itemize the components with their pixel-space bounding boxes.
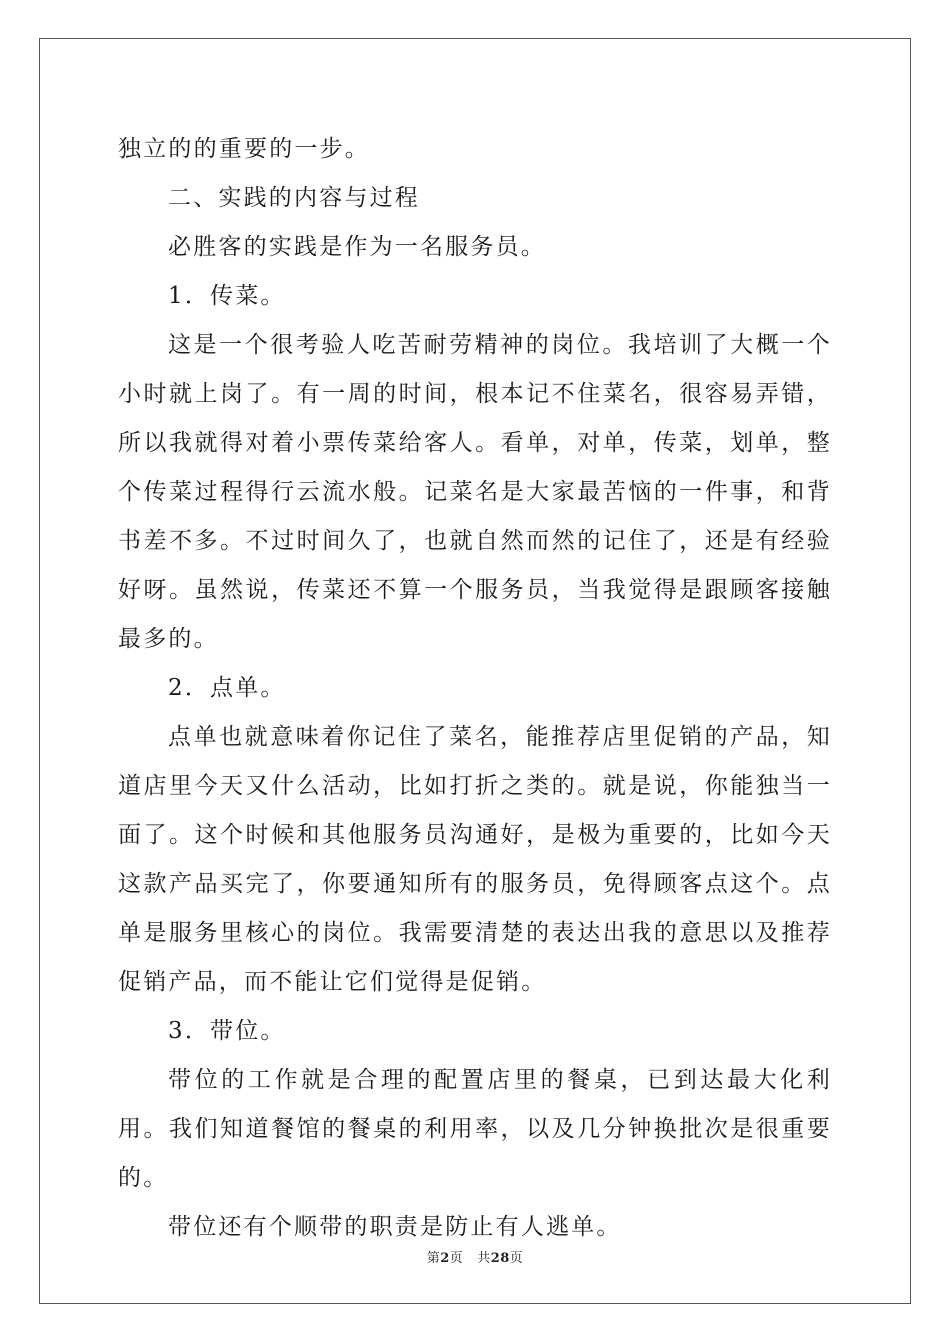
paragraph-10: 带位还有个顺带的职责是防止有人逃单。 bbox=[168, 1214, 622, 1240]
subheading-3: 3．带位。 bbox=[168, 1018, 286, 1044]
paragraph-7: 点单也就意味着你记住了菜名，能推荐店里促销的产品，知道店里今天又什么活动，比如打折之类的。就是说，你能独当一面了。这个时候和其他服务员沟通好，是极为重要的，比如今天这款产品买完了，你要通知所有的服务员，免得顾客点这个。点单是服务里核心的岗位。我需要清楚的表达出我的意思以及推荐促销产品，而不能让它们觉得是促销。 bbox=[118, 724, 832, 995]
paragraph-9: 带位的工作就是合理的配置店里的餐桌，已到达最大化利用。我们知道餐馆的餐桌的利用率，以及几分钟换批次是很重要的。 bbox=[118, 1067, 832, 1191]
subheading-1: 1．传菜。 bbox=[168, 283, 286, 309]
subheading-2: 2．点单。 bbox=[168, 675, 286, 701]
section-heading: 二、实践的内容与过程 bbox=[168, 185, 420, 211]
footer-page-unit: 页 bbox=[449, 1251, 464, 1266]
page-footer bbox=[0, 1247, 950, 1266]
current-page-number: 2 bbox=[440, 1251, 450, 1266]
total-page-count: 28 bbox=[490, 1251, 510, 1266]
paragraph-3: 必胜客的实践是作为一名服务员。 bbox=[168, 234, 546, 260]
footer-total-unit: 页 bbox=[509, 1251, 524, 1266]
footer-prefix: 第 bbox=[426, 1251, 441, 1266]
document-body bbox=[118, 125, 832, 1252]
paragraph-5: 这是一个很考验人吃苦耐劳精神的岗位。我培训了大概一个小时就上岗了。有一周的时间，根本记不住菜名，很容易弄错，所以我就得对着小票传菜给客人。看单，对单，传菜，划单，整个传菜过程得行云流水般。记菜名是大家最苦恼的一件事，和背书差不多。不过时间久了，也就自然而然的记住了，还是有经验好呀。虽然说，传菜还不算一个服务员，当我觉得是跟顾客接触最多的。 bbox=[118, 332, 832, 652]
footer-total-prefix: 共 bbox=[477, 1251, 491, 1266]
paragraph-1: 独立的的重要的一步。 bbox=[118, 136, 370, 162]
